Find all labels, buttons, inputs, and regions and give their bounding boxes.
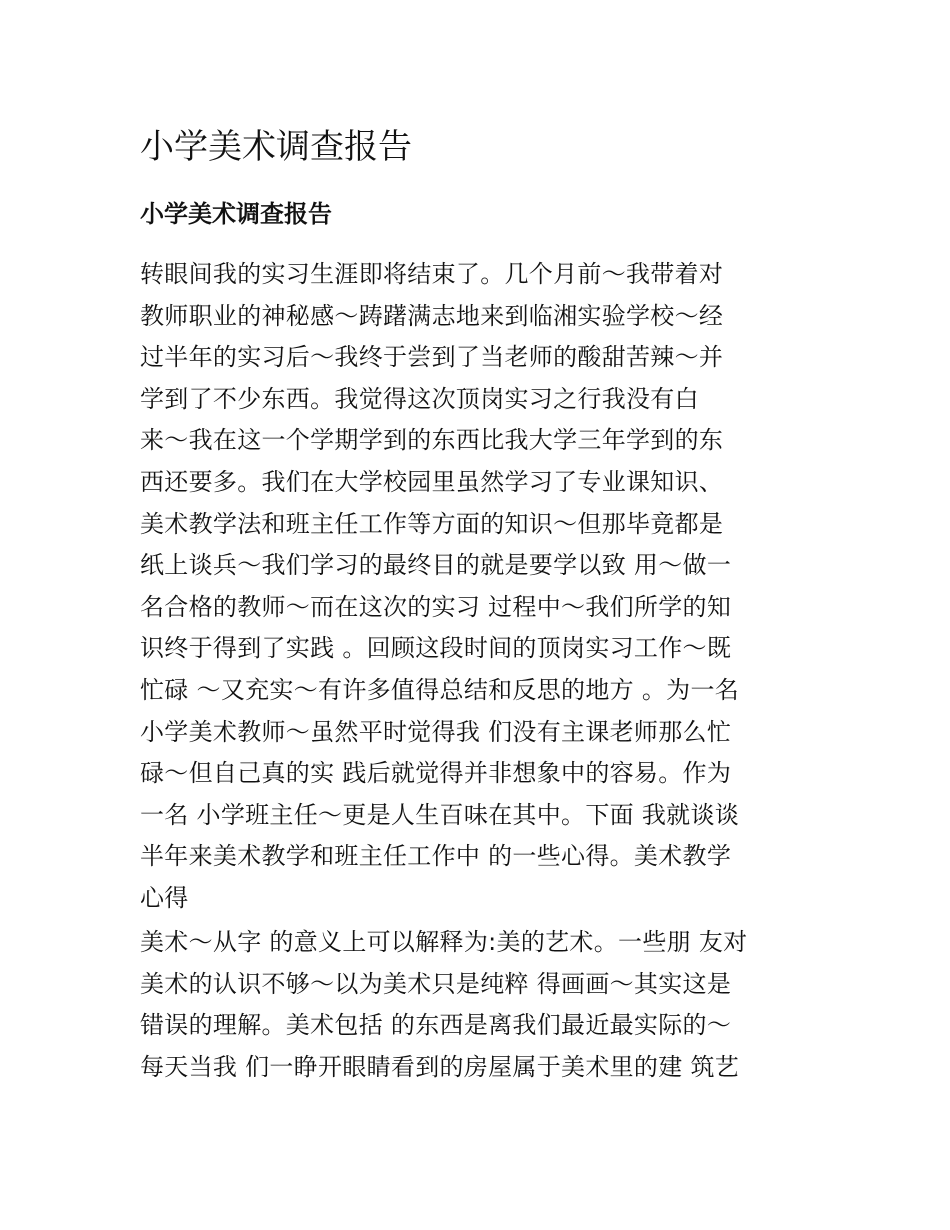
text-line: 过半年的实习后～我终于尝到了当老师的酸甜苦辣～并 [140, 343, 724, 372]
text-line: 每天当我 们一睁开眼睛看到的房屋属于美术里的建 筑艺 [140, 1052, 740, 1081]
text-line: 转眼间我的实习生涯即将结束了。几个月前～我带着对 [140, 260, 724, 288]
text-line: 识终于得到了实践 。回顾这段时间的顶岗实习工作～既 [140, 634, 732, 663]
text-line: 来～我在这一个学期学到的东西比我大学三年学到的东 [140, 426, 724, 455]
paragraph-1 [140, 254, 820, 920]
text-line: 美术的认识不够～以为美术只是纯粹 得画画～其实这是 [140, 969, 732, 998]
text-line: 半年来美术教学和班主任工作中 的一些心得。美术教学 [140, 842, 732, 871]
text-line: 西还要多。我们在大学校园里虽然学习了专业课知识、 [140, 467, 724, 496]
text-line: 碌～但自己真的实 践后就觉得并非想象中的容易。作为 [140, 759, 732, 788]
text-line: 错误的理解。美术包括 的东西是离我们最近最实际的～ [140, 1011, 732, 1040]
text-line: 心得 [140, 883, 189, 912]
document-title: 小学美术调查报告 [140, 127, 412, 167]
text-line: 教师职业的神秘感～踌躇满志地来到临湘实验学校～经 [140, 301, 724, 330]
text-line: 名合格的教师～而在这次的实习 过程中～我们所学的知 [140, 592, 732, 621]
paragraph-2 [140, 922, 820, 1088]
text-line: 学到了不少东西。我觉得这次顶岗实习之行我没有白 [140, 384, 699, 413]
text-line: 忙碌 ～又充实～有许多值得总结和反思的地方 。为一名 [140, 675, 740, 704]
text-line: 小学美术教师～虽然平时觉得我 们没有主课老师那么忙 [140, 717, 732, 746]
text-line: 美术～从字 的意义上可以解释为:美的艺术。一些朋 友对 [140, 928, 748, 956]
text-line: 一名 小学班主任～更是人生百味在其中。下面 我就谈谈 [140, 800, 740, 829]
text-line: 美术教学法和班主任工作等方面的知识～但那毕竟都是 [140, 509, 724, 538]
text-line: 纸上谈兵～我们学习的最终目的就是要学以致 用～做一 [140, 551, 732, 580]
document-subtitle: 小学美术调查报告 [140, 200, 332, 228]
